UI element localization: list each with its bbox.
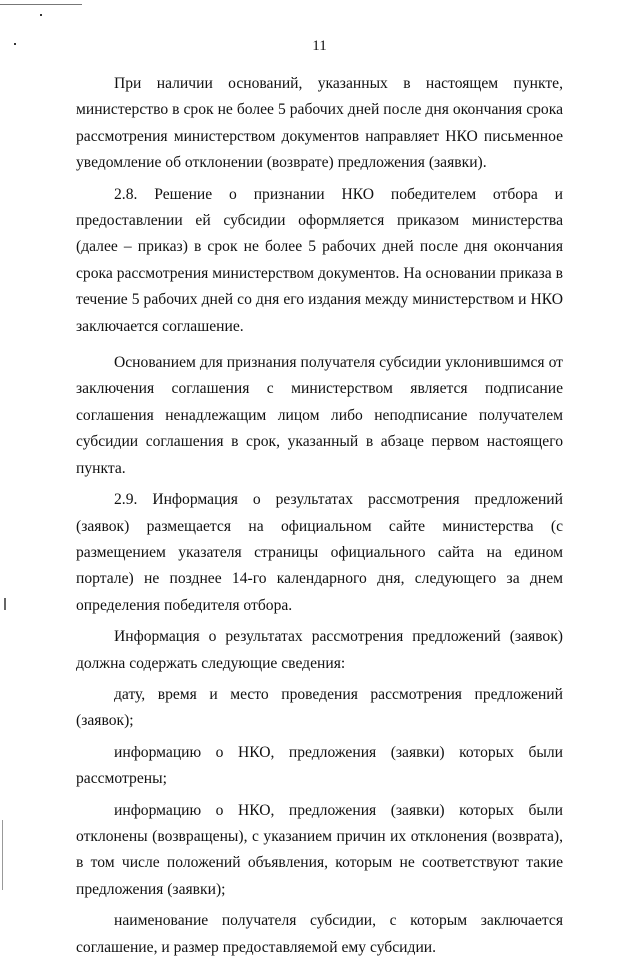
scan-artifact (4, 598, 6, 610)
list-item: информацию о НКО, предложения (заявки) которых были рассмотрены; (76, 743, 563, 788)
paragraph: Основанием для признания получателя субсидии уклонившимся от заключения соглашения с министерством является подписание соглашения ненадлежащим лицом либо неподписание получателем субсидии соглашения в срок, указанный в абзаце первом настоящего пункта. (76, 354, 563, 477)
paragraph: При наличии оснований, указанных в настоящем пункте, министерство в срок не более 5 рабочих дней после дня окончания срока рассмотрения министерством документов направляет НКО письменное уведомление об отклонении (возврате) предложения (заявки). (76, 75, 563, 172)
list-item: дату, время и место проведения рассмотрения предложений (заявок); (76, 685, 563, 730)
paragraph: 2.9. Информация о результатах рассмотрения предложений (заявок) размещается на официальном сайте министерства (с размещением указателя страницы официального сайта на едином портале) не позднее 14-го календарного дня, следующего за днем определения победителя отбора. (76, 491, 563, 614)
list-item: информацию о НКО, предложения (заявки) которых были отклонены (возвращены), с указанием причин их отклонения (возврата), в том числе положений объявления, которым не соответствуют такие предложения (заявки); (76, 801, 563, 898)
page-number: 11 (312, 38, 327, 54)
scan-artifact (2, 820, 3, 890)
scan-artifact (40, 14, 42, 16)
paragraph: Информация о результатах рассмотрения предложений (заявок) должна содержать следующие сведения: (76, 628, 563, 672)
paragraph: 2.8. Решение о признании НКО победителем отбора и предоставлении ей субсидии оформляется приказом министерства (далее – приказ) в срок не более 5 рабочих дней после дня окончания срока рассмотрения министерством документов. На основании приказа в течение 5 рабочих дней со дня его издания между министерством и НКО заключается соглашение. (76, 185, 563, 335)
document-body (76, 71, 563, 961)
list-item: наименование получателя субсидии, с которым заключается соглашение, и размер предоставляемой ему субсидии. (76, 912, 563, 956)
scan-artifact (0, 4, 82, 5)
